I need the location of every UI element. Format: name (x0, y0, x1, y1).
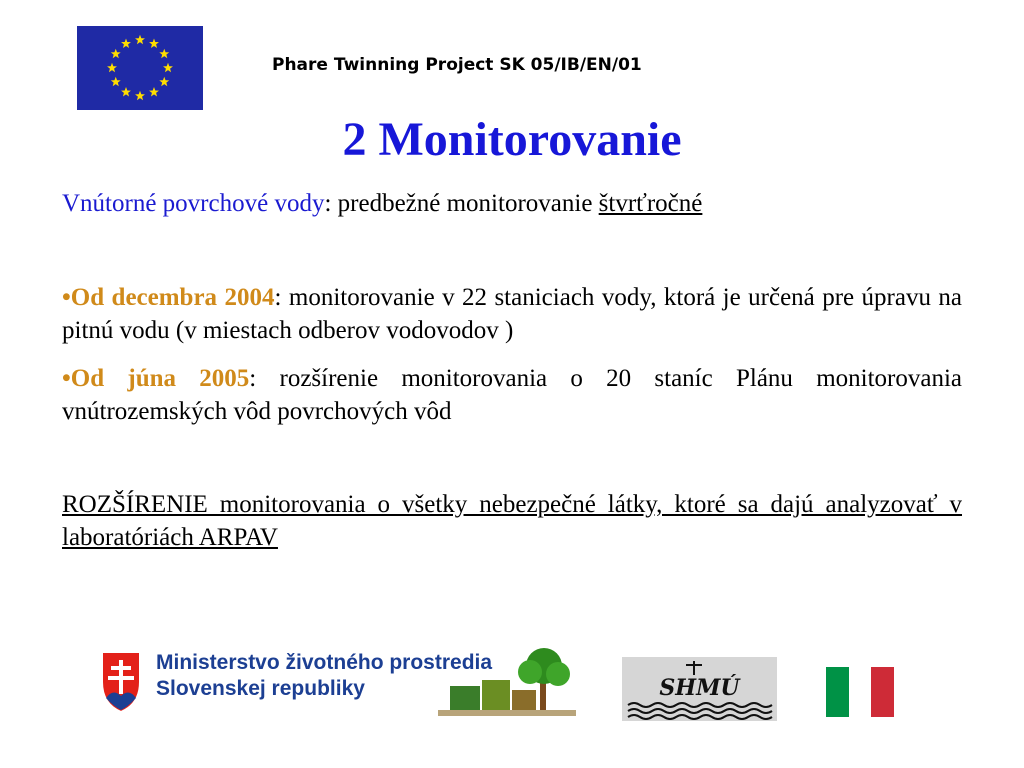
eu-star-icon (159, 49, 169, 58)
lead-line (62, 187, 962, 220)
eu-star-icon (149, 39, 159, 48)
eu-flag-icon (77, 26, 203, 110)
shmu-logo (622, 657, 777, 721)
bullet-marker: • (62, 284, 71, 311)
bullet-date: Od decembra 2004 (70, 284, 275, 311)
eu-star-icon (121, 87, 131, 96)
bullet-december-2004 (62, 281, 962, 347)
ministry-name (156, 650, 492, 702)
bullet-june-2005 (62, 362, 962, 428)
eu-star-icon (121, 39, 131, 48)
bullet-text: : rozšírenie monitorovania o 20 staníc Plánu monitorovania vnútrozemských vôd povrchových vôd (62, 365, 962, 425)
bullet-date: Od júna 2005 (70, 365, 250, 392)
eu-star-icon (135, 35, 145, 44)
flag-stripe-white (849, 667, 872, 717)
eu-star-icon (159, 77, 169, 86)
eu-star-icon (111, 49, 121, 58)
eu-star-icon (107, 63, 117, 72)
eu-star-icon (135, 91, 145, 100)
flag-stripe-red (871, 667, 894, 717)
lead-frequency: štvrťročné (598, 190, 703, 217)
bullet-text: : monitorovanie v 22 staniciach vody, ktorá je určená pre úpravu na pitnú vodu (v miestach odberov vodovodov ) (62, 284, 962, 344)
eu-star-icon (149, 87, 159, 96)
coat-of-arms-icon (102, 652, 140, 712)
eu-star-icon (111, 77, 121, 86)
lead-description: : predbežné monitorovanie (324, 190, 599, 217)
slide-title: 2 Monitorovanie (342, 113, 682, 166)
bullet-marker: • (62, 365, 71, 392)
ministry-name-line1: Ministerstvo životného prostredia (156, 651, 493, 674)
eu-star-icon (163, 63, 173, 72)
shmu-label: SHMÚ (659, 675, 740, 701)
ministry-name-line2: Slovenskej republiky (156, 677, 365, 700)
flag-stripe-green (826, 667, 849, 717)
italy-flag-icon (826, 667, 894, 717)
extension-paragraph: ROZŠÍRENIE monitorovania o všetky nebezpečné látky, ktoré sa dajú analyzovať v laboratóriách ARPAV (62, 491, 962, 551)
project-title: Phare Twinning Project SK 05/IB/EN/01 (272, 55, 642, 75)
lead-topic: Vnútorné povrchové vody (62, 190, 325, 217)
